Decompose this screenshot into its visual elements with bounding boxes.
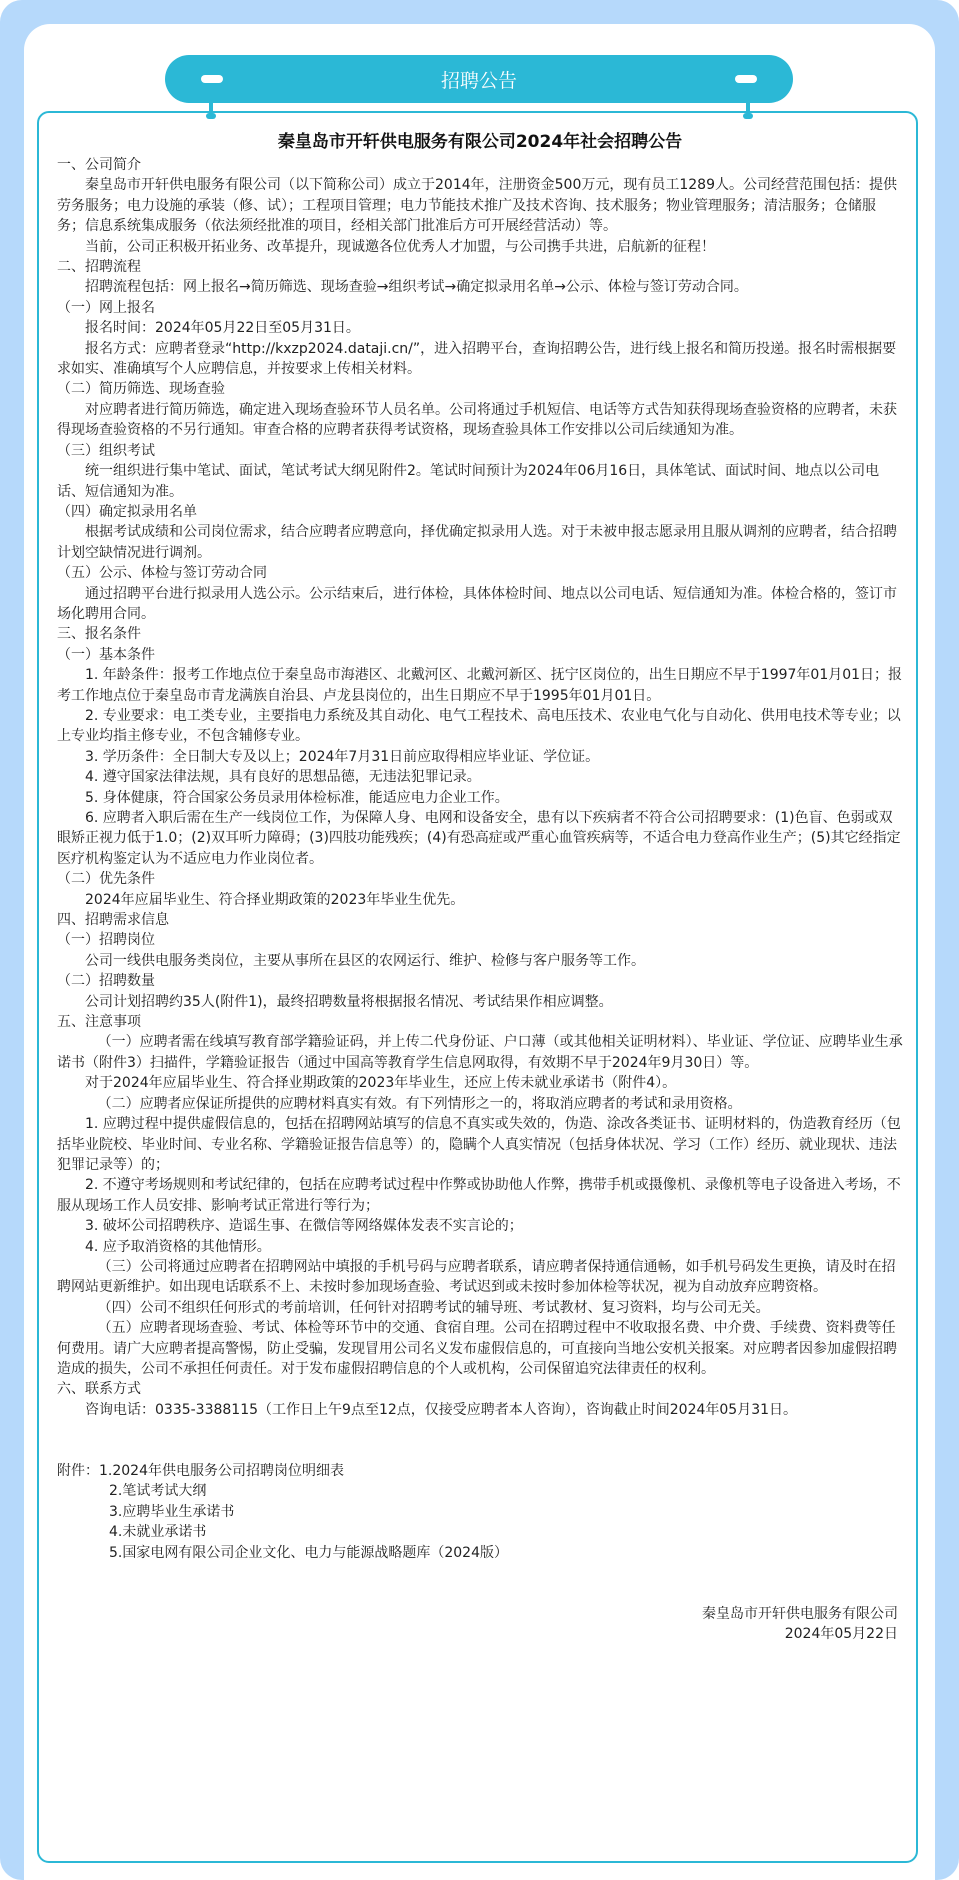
paragraph: 统一组织进行集中笔试、面试，笔试考试大纲见附件2。笔试时间预计为2024年06月16日，具体笔试、面试时间、地点以公司电话、短信通知为准。 — [57, 463, 880, 500]
paragraph: 根据考试成绩和公司岗位需求，结合应聘者应聘意向，择优确定拟录用人选。对于未被申报志愿录用且服从调剂的应聘者，结合招聘计划空缺情况进行调剂。 — [57, 524, 897, 561]
banner-left-dot — [201, 75, 223, 83]
attachment-item: 1.2024年供电服务公司招聘岗位明细表 — [99, 1462, 344, 1479]
section-heading: （三）组织考试 — [57, 442, 155, 459]
paragraph: （一）应聘者需在线填写教育部学籍验证码，并上传二代身份证、户口薄（或其他相关证明材料）、毕业证、学位证、应聘毕业生承诺书（附件3）扫描件，学籍验证报告（通过中国高等教育学生信息网取得，有效期不早于2024年9月30日）等。 — [57, 1034, 903, 1071]
attachment-item: 3.应聘毕业生承诺书 — [109, 1503, 235, 1520]
signature-date: 2024年05月22日 — [784, 1626, 898, 1643]
paragraph: 2. 专业要求：电工类专业，主要指电力系统及其自动化、电气工程技术、高电压技术、农业电气化与自动化、供用电技术等专业；以上专业均指主修专业，不包含辅修专业。 — [57, 707, 901, 745]
attachment-item: 5.国家电网有限公司企业文化、电力与能源战略题库（2024版） — [109, 1544, 508, 1561]
section-heading: （一）网上报名 — [57, 299, 155, 316]
spacer — [57, 1441, 903, 1461]
notice-title: 秦皇岛市开轩供电服务有限公司2024年社会招聘公告 — [277, 132, 683, 152]
paragraph: 报名方式：应聘者登录“http://kxzp2024.dataji.cn/”，进入招聘平台，查询招聘公告，进行线上报名和简历投递。报名时需根据要求如实、准确填写个人应聘信息，并按要求上传相关材料。 — [57, 340, 897, 378]
section-heading: 一、公司简介 — [57, 157, 141, 173]
banner-right-dot — [735, 75, 757, 83]
attachments-label: 附件： — [57, 1462, 99, 1479]
paragraph: 当前，公司正积极开拓业务、改革提升，现诚邀各位优秀人才加盟，与公司携手共进，启航新的征程！ — [85, 238, 715, 255]
section-heading: 六、联系方式 — [57, 1381, 141, 1398]
paragraph: 咨询电话：0335-3388115（工作日上午9点至12点，仅接受应聘者本人咨询），咨询截止时间2024年05月31日。 — [85, 1401, 798, 1418]
paragraph: 2. 不遵守考场规则和考试纪律的，包括在应聘考试过程中作弊或协助他人作弊，携带手机或摄像机、录像机等电子设备进入考场，不服从现场工作人员安排、影响考试正常进行等行为； — [57, 1177, 901, 1214]
paragraph: 2024年应届毕业生、符合择业期政策的2023年毕业生优先。 — [85, 891, 465, 908]
attachment-item: 2.笔试考试大纲 — [109, 1483, 207, 1500]
paragraph: 6. 应聘者入职后需在生产一线岗位工作，为保障人身、电网和设备安全，患有以下疾病者不符合公司招聘要求：(1)色盲、色弱或双眼矫正视力低于1.0；(2)双耳听力障碍；(3)四肢功能残疾；(4)有恐高症或严重心血管疾病等，不适合电力登高作业生产；(5)其它经指定医疗机构鉴定认为不适应电力作业岗位者。 — [57, 810, 901, 867]
paragraph: （四）公司不组织任何形式的考前培训，任何针对招聘考试的辅导班、考试教材、复习资料，均与公司无关。 — [97, 1299, 770, 1316]
attachment-item: 4.未就业承诺书 — [109, 1524, 207, 1541]
section-heading: 四、招聘需求信息 — [57, 912, 169, 929]
paragraph: 1. 年龄条件：报考工作地点位于秦皇岛市海港区、北戴河区、北戴河新区、抚宁区岗位的，出生日期应不早于1997年01月01日；报考工作地点位于秦皇岛市青龙满族自治县、卢龙县岗位的，出生日期应不早于1995年01月01日。 — [57, 667, 903, 704]
paragraph: （五）应聘者现场查验、考试、体检等环节中的交通、食宿自理。公司在招聘过程中不收取报名费、中介费、手续费、资料费等任何费用。请广大应聘者提高警惕，防止受骗，发现冒用公司名义发布虚假信息的，可直接向当地公安机关报案。对应聘者因参加虚假招聘造成的损失，公司不承担任何责任。对于发布虚假招聘信息的个人或机构，公司保留追究法律责任的权利。 — [57, 1320, 897, 1377]
paragraph: 3. 学历条件：全日制大专及以上；2024年7月31日前应取得相应毕业证、学位证。 — [85, 748, 600, 765]
paragraph: 招聘流程包括：网上报名→简历筛选、现场查验→组织考试→确定拟录用名单→公示、体检与签订劳动合同。 — [85, 279, 748, 296]
paragraph: 4. 遵守国家法律法规，具有良好的思想品德，无违法犯罪记录。 — [85, 769, 481, 786]
banner — [165, 55, 793, 103]
section-heading: （四）确定拟录用名单 — [57, 503, 197, 520]
spacer — [57, 1563, 903, 1583]
section-heading: （二）优先条件 — [57, 871, 155, 888]
section-heading: （五）公示、体检与签订劳动合同 — [57, 565, 267, 582]
section-heading: （二）简历筛选、现场查验 — [57, 381, 225, 398]
section-heading: （一）招聘岗位 — [57, 932, 155, 949]
paragraph: 报名时间：2024年05月22日至05月31日。 — [85, 320, 360, 337]
paragraph: 3. 破坏公司招聘秩序、造谣生事、在微信等网络媒体发表不实言论的； — [85, 1218, 523, 1235]
paragraph: 通过招聘平台进行拟录用人选公示。公示结束后，进行体检，具体体检时间、地点以公司电话、短信通知为准。体检合格的，签订市场化聘用合同。 — [57, 585, 897, 622]
paragraph: （三）公司将通过应聘者在招聘网站中填报的手机号码与应聘者联系，请应聘者保持通信通畅，如手机号码发生更换，请及时在招聘网站更新维护。如出现电话联系不上、未按时参加现场查验、考试迟到或未按时参加体检等状况，视为自动放弃应聘资格。 — [57, 1258, 896, 1296]
paragraph: 4. 应予取消资格的其他情形。 — [85, 1238, 271, 1255]
section-heading: 五、注意事项 — [57, 1014, 141, 1031]
notice-content — [57, 130, 903, 1645]
paragraph: 5. 身体健康，符合国家公务员录用体检标准，能适应电力企业工作。 — [85, 789, 509, 806]
paragraph: （二）应聘者应保证所提供的应聘材料真实有效。有下列情形之一的，将取消应聘者的考试和录用资格。 — [97, 1095, 742, 1112]
paragraph: 1. 应聘过程中提供虚假信息的，包括在招聘网站填写的信息不真实或失效的，伪造、涂改各类证书、证明材料的，伪造教育经历（包括毕业院校、毕业时间、专业名称、学籍验证报告信息等）的，隐瞒个人真实情况（包括身体状况、学习（工作）经历、就业现状、违法犯罪记录等）的； — [57, 1116, 901, 1173]
paragraph: 对应聘者进行简历筛选，确定进入现场查验环节人员名单。公司将通过手机短信、电话等方式告知获得现场查验资格的应聘者，未获得现场查验资格的不另行通知。审查合格的应聘者获得考试资格，现场查验具体工作安排以公司后续通知为准。 — [57, 401, 897, 439]
spacer — [57, 1420, 903, 1440]
spacer — [57, 1583, 903, 1603]
section-heading: （一）基本条件 — [57, 646, 155, 663]
banner-title: 招聘公告 — [440, 69, 517, 92]
paragraph: 对于2024年应届毕业生、符合择业期政策的2023年毕业生，还应上传未就业承诺书（附件4）。 — [85, 1075, 677, 1092]
section-heading: 二、招聘流程 — [57, 259, 141, 276]
paragraph: 秦皇岛市开轩供电服务有限公司（以下简称公司）成立于2014年，注册资金500万元，现有员工1289人。公司经营范围包括：提供劳务服务；电力设施的承装（修、试）；工程项目管理；电力节能技术推广及技术咨询、技术服务；物业管理服务；清洁服务；仓储服务；信息系统集成服务（依法须经批准的项目，经相关部门批准后方可开展经营活动）等。 — [57, 177, 897, 235]
signature-company: 秦皇岛市开轩供电服务有限公司 — [702, 1605, 898, 1622]
attachment-row — [57, 1461, 903, 1481]
attachments — [57, 1461, 903, 1563]
section-heading: （二）招聘数量 — [57, 973, 155, 990]
notice-body — [57, 155, 903, 1420]
paragraph: 公司计划招聘约35人(附件1)，最终招聘数量将根据报名情况、考试结果作相应调整。 — [85, 993, 613, 1010]
section-heading: 三、报名条件 — [57, 626, 141, 643]
paragraph: 公司一线供电服务类岗位，主要从事所在县区的农网运行、维护、检修与客户服务等工作。 — [85, 952, 645, 969]
